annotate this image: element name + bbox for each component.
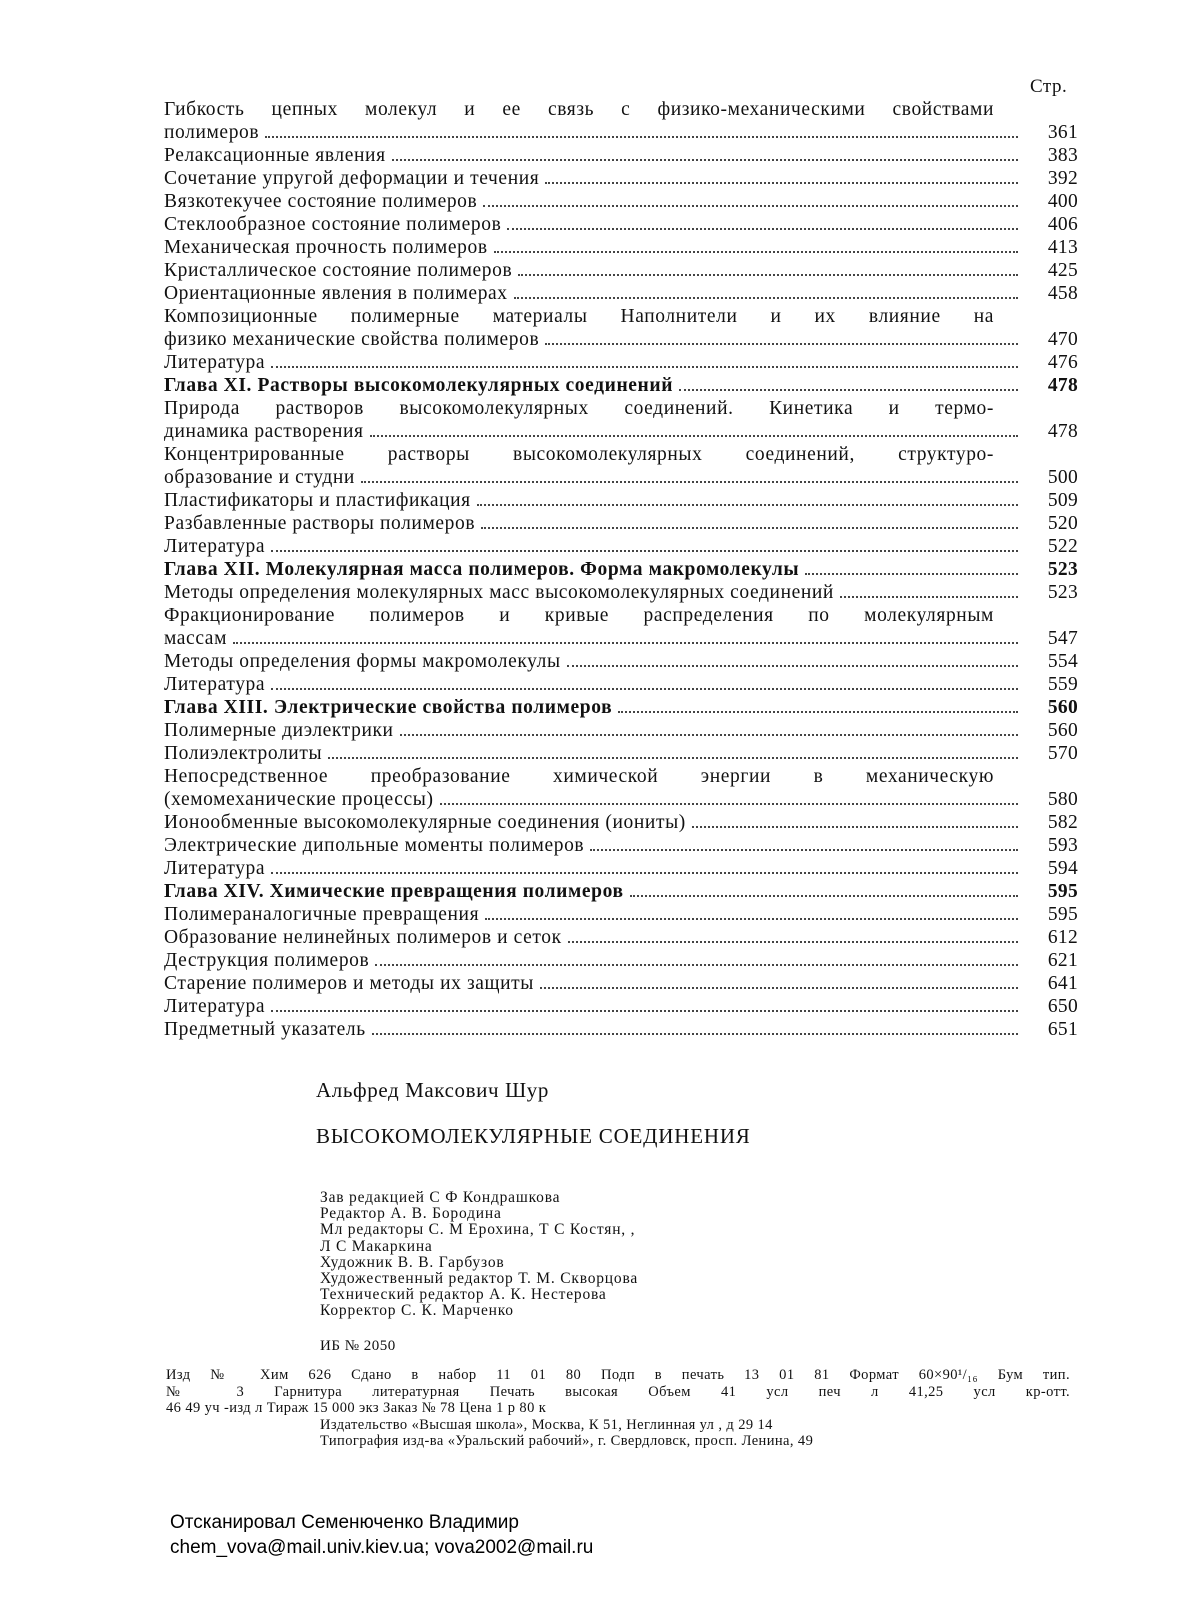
dot-leader — [372, 1033, 1018, 1035]
dot-leader — [265, 136, 1018, 138]
editorial-staff — [320, 1190, 638, 1320]
dot-leader — [494, 251, 1018, 253]
toc-entry-title: Композиционные полимерные материалы Наполнители и их влияние на — [164, 306, 994, 327]
dot-leader — [679, 389, 1018, 391]
toc-entry-title: Глава XIII. Электрические свойства полимеров — [164, 697, 613, 718]
toc-entry-title: Концентрированные растворы высокомолекулярных соединений, структуро- — [164, 444, 994, 465]
toc-entry-title: Литература — [164, 352, 266, 373]
toc-chapter-entry — [164, 696, 1078, 719]
toc-page-column-header: Стр. — [1030, 76, 1068, 97]
toc-line — [164, 282, 1078, 305]
toc-entry — [164, 489, 1078, 512]
toc-line — [164, 466, 1078, 489]
toc-entry — [164, 512, 1078, 535]
toc-entry-title: Глава XII. Молекулярная масса полимеров. Форма макромолекулы — [164, 559, 800, 580]
toc-entry-title: Глава XIV. Химические превращения полимеров — [164, 881, 624, 902]
dot-leader — [540, 987, 1018, 989]
toc-page-number: 383 — [1047, 145, 1078, 166]
toc-entry — [164, 742, 1078, 765]
toc-entry-title: физико механические свойства полимеров — [164, 329, 540, 350]
toc-chapter-entry — [164, 558, 1078, 581]
printer-line: Типография изд-ва «Уральский рабочий», г. Свердловск, просп. Ленина, 49 — [320, 1433, 814, 1449]
dot-leader — [375, 964, 1018, 966]
dot-leader — [514, 297, 1018, 299]
dot-leader — [545, 182, 1018, 184]
toc-entry-title: Литература — [164, 674, 266, 695]
toc-entry — [164, 765, 1078, 811]
toc-page-number: 651 — [1047, 1019, 1078, 1040]
toc-entry-title: Старение полимеров и методы их защиты — [164, 973, 534, 994]
dot-leader — [370, 435, 1018, 437]
toc-line — [164, 972, 1078, 995]
toc-entry — [164, 351, 1078, 374]
toc-page-number: 500 — [1047, 467, 1078, 488]
toc-chapter-entry — [164, 374, 1078, 397]
dot-leader — [545, 343, 1018, 345]
dot-leader — [805, 573, 1018, 575]
toc-line — [164, 673, 1078, 696]
toc-line — [164, 374, 1078, 397]
toc-entry — [164, 650, 1078, 673]
toc-line — [164, 259, 1078, 282]
toc-page-number: 641 — [1047, 973, 1078, 994]
toc-line — [164, 765, 1078, 788]
toc-line — [164, 328, 1078, 351]
toc-entry — [164, 811, 1078, 834]
toc-page-number: 509 — [1047, 490, 1078, 511]
ib-number: ИБ № 2050 — [320, 1338, 396, 1354]
dot-leader — [507, 228, 1018, 230]
toc-page-number: 582 — [1047, 812, 1078, 833]
toc-entry — [164, 213, 1078, 236]
dot-leader — [483, 205, 1018, 207]
scan-credit — [170, 1510, 593, 1560]
toc-entry — [164, 144, 1078, 167]
toc-line — [164, 98, 1078, 121]
toc-entry — [164, 926, 1078, 949]
toc-entry — [164, 834, 1078, 857]
toc-entry — [164, 903, 1078, 926]
author-name: Альфред Максович Шур — [316, 1078, 549, 1102]
staff-line: Л С Макаркина — [320, 1237, 433, 1255]
toc-entry — [164, 167, 1078, 190]
toc-page-number: 593 — [1047, 835, 1078, 856]
toc-entry-title: Фракционирование полимеров и кривые распределения по молекулярным — [164, 605, 994, 626]
toc-page-number: 413 — [1047, 237, 1078, 258]
toc-line — [164, 512, 1078, 535]
toc-entry-title: Сочетание упругой деформации и течения — [164, 168, 540, 189]
toc-line — [164, 949, 1078, 972]
toc-entry-title: Глава XI. Растворы высокомолекулярных соединений — [164, 375, 674, 396]
toc-page-number: 476 — [1047, 352, 1078, 373]
staff-line: Редактор А. В. Бородина — [320, 1205, 502, 1223]
staff-line: Художественный редактор Т. М. Скворцова — [320, 1270, 639, 1288]
dot-leader — [590, 849, 1018, 851]
toc-entry — [164, 673, 1078, 696]
staff-line: Художник В. В. Гарбузов — [320, 1253, 505, 1271]
dot-leader — [271, 1010, 1018, 1012]
toc-line — [164, 880, 1078, 903]
dot-leader — [328, 757, 1018, 759]
toc-entry-title: Полимерные диэлектрики — [164, 720, 394, 741]
toc-line — [164, 144, 1078, 167]
dot-leader — [840, 596, 1018, 598]
toc-line — [164, 926, 1078, 949]
toc-entry-title: Разбавленные растворы полимеров — [164, 513, 476, 534]
toc-entry-title: массам — [164, 628, 228, 649]
toc-line — [164, 581, 1078, 604]
toc-line — [164, 535, 1078, 558]
dot-leader — [567, 665, 1018, 667]
toc-line — [164, 650, 1078, 673]
toc-entry-title: Вязкотекучее состояние полимеров — [164, 191, 478, 212]
toc-page-number: 554 — [1047, 651, 1078, 672]
toc-page-number: 595 — [1047, 904, 1078, 925]
dot-leader — [271, 688, 1018, 690]
dot-leader — [518, 274, 1018, 276]
toc-page-number: 650 — [1047, 996, 1078, 1017]
toc-line — [164, 995, 1078, 1018]
dot-leader — [485, 918, 1018, 920]
toc-entry-title: Стеклообразное состояние полимеров — [164, 214, 502, 235]
toc-line — [164, 190, 1078, 213]
toc-entry-title: Деструкция полимеров — [164, 950, 370, 971]
dot-leader — [233, 642, 1018, 644]
toc-line — [164, 121, 1078, 144]
dot-leader — [481, 527, 1018, 529]
toc-entry — [164, 305, 1078, 351]
toc-page-number: 559 — [1047, 674, 1078, 695]
toc-page-number: 595 — [1047, 881, 1078, 902]
toc-page-number: 425 — [1047, 260, 1078, 281]
dot-leader — [440, 803, 1018, 805]
toc-page-number: 478 — [1047, 421, 1078, 442]
staff-line: Корректор С. К. Марченко — [320, 1302, 514, 1320]
toc-entry-title: динамика растворения — [164, 421, 364, 442]
toc-entry-title: Полимераналогичные превращения — [164, 904, 480, 925]
toc-page-number: 522 — [1047, 536, 1078, 557]
dot-leader — [392, 159, 1018, 161]
dot-leader — [477, 504, 1018, 506]
toc-entry — [164, 397, 1078, 443]
dot-leader — [692, 826, 1018, 828]
toc-entry-title: Электрические дипольные моменты полимеров — [164, 835, 585, 856]
toc-entry-title: Ионообменные высокомолекулярные соединения (иониты) — [164, 812, 686, 833]
toc-line — [164, 236, 1078, 259]
toc-entry-title: Релаксационные явления — [164, 145, 386, 166]
toc-entry — [164, 259, 1078, 282]
toc-page-number: 612 — [1047, 927, 1078, 948]
toc-line — [164, 788, 1078, 811]
toc-entry-title: Кристаллическое состояние полимеров — [164, 260, 513, 281]
toc-page-number: 523 — [1047, 559, 1078, 580]
toc-page-number: 570 — [1047, 743, 1078, 764]
toc-entry — [164, 995, 1078, 1018]
toc-line — [164, 811, 1078, 834]
toc-chapter-entry — [164, 880, 1078, 903]
toc-entry — [164, 581, 1078, 604]
publisher-line: Издательство «Высшая школа», Москва, К 51, Неглинная ул , д 29 14 — [320, 1416, 773, 1433]
toc-line — [164, 719, 1078, 742]
dot-leader — [361, 481, 1018, 483]
toc-entry-title: Ориентационные явления в полимерах — [164, 283, 508, 304]
toc-entry-title: Предметный указатель — [164, 1019, 366, 1040]
toc-line — [164, 627, 1078, 650]
toc-line — [164, 443, 1078, 466]
toc-entry-title: Механическая прочность полимеров — [164, 237, 488, 258]
toc-line — [164, 834, 1078, 857]
toc-line — [164, 696, 1078, 719]
toc-entry-title: Литература — [164, 536, 266, 557]
toc-line — [164, 489, 1078, 512]
staff-line: Мл редакторы С. М Ерохина, Т С Костян, , — [320, 1221, 636, 1239]
dot-leader — [271, 550, 1018, 552]
toc-page-number: 523 — [1047, 582, 1078, 603]
toc-entry-title: Методы определения молекулярных масс высокомолекулярных соединений — [164, 582, 834, 603]
toc-entry — [164, 604, 1078, 650]
toc-entry — [164, 282, 1078, 305]
toc-page-number: 520 — [1047, 513, 1078, 534]
toc-entry — [164, 443, 1078, 489]
toc-entry-title: Гибкость цепных молекул и ее связь с физико-механическими свойствами — [164, 99, 994, 120]
publication-details — [166, 1367, 1070, 1450]
toc-page-number: 560 — [1047, 720, 1078, 741]
toc-line — [164, 604, 1078, 627]
scan-credit-emails: chem_vova@mail.univ.kiev.ua; vova2002@mail.ru — [170, 1537, 594, 1558]
toc-page-number: 361 — [1047, 122, 1078, 143]
toc-page-number: 580 — [1047, 789, 1078, 810]
toc-line — [164, 1018, 1078, 1041]
book-title: ВЫСОКОМОЛЕКУЛЯРНЫЕ СОЕДИНЕНИЯ — [316, 1124, 751, 1148]
dot-leader — [271, 366, 1018, 368]
toc-page-number: 621 — [1047, 950, 1078, 971]
toc-entry — [164, 949, 1078, 972]
toc-page-number: 470 — [1047, 329, 1078, 350]
staff-line: Технический редактор А. К. Нестерова — [320, 1286, 607, 1304]
toc-line — [164, 903, 1078, 926]
toc-page-number: 458 — [1047, 283, 1078, 304]
toc-page-number: 400 — [1047, 191, 1078, 212]
toc-entry-title: Образование нелинейных полимеров и сеток — [164, 927, 562, 948]
toc-entry — [164, 719, 1078, 742]
staff-line: Зав редакцией С Ф Кондрашкова — [320, 1189, 561, 1206]
publication-line: Изд № Хим 626 Сдано в набор 11 01 80 Подп в печать 13 01 81 Формат 60×90¹/₁₆ Бум тип. — [166, 1367, 1070, 1383]
table-of-contents — [164, 98, 1078, 1041]
toc-entry — [164, 190, 1078, 213]
dot-leader — [271, 872, 1018, 874]
toc-page-number: 560 — [1047, 697, 1078, 718]
toc-line — [164, 558, 1078, 581]
scan-credit-name: Отсканировал Семенюченко Владимир — [170, 1512, 519, 1533]
toc-page-number: 392 — [1047, 168, 1078, 189]
toc-entry — [164, 972, 1078, 995]
toc-entry-title: Природа растворов высокомолекулярных соединений. Кинетика и термо- — [164, 398, 994, 419]
toc-entry — [164, 236, 1078, 259]
toc-entry — [164, 98, 1078, 144]
toc-line — [164, 213, 1078, 236]
dot-leader — [630, 895, 1018, 897]
toc-line — [164, 397, 1078, 420]
dot-leader — [400, 734, 1018, 736]
publication-line: 46 49 уч -изд л Тираж 15 000 экз Заказ № 78 Цена 1 р 80 к — [166, 1400, 547, 1416]
toc-line — [164, 167, 1078, 190]
toc-line — [164, 305, 1078, 328]
dot-leader — [618, 711, 1018, 713]
toc-entry-title: Пластификаторы и пластификация — [164, 490, 471, 511]
toc-page-number: 594 — [1047, 858, 1078, 879]
toc-line — [164, 351, 1078, 374]
toc-entry-title: полимеров — [164, 122, 260, 143]
toc-page-number: 406 — [1047, 214, 1078, 235]
toc-entry — [164, 857, 1078, 880]
toc-line — [164, 857, 1078, 880]
toc-entry-title: Методы определения формы макромолекулы — [164, 651, 561, 672]
toc-entry — [164, 535, 1078, 558]
toc-line — [164, 420, 1078, 443]
toc-line — [164, 742, 1078, 765]
toc-entry-title: (хемомеханические процессы) — [164, 789, 434, 810]
toc-page-number: 547 — [1047, 628, 1078, 649]
toc-entry-title: Непосредственное преобразование химической энергии в механическую — [164, 766, 994, 787]
toc-entry-title: Литература — [164, 996, 266, 1017]
toc-entry-title: образование и студни — [164, 467, 355, 488]
publication-line: № 3 Гарнитура литературная Печать высокая Объем 41 усл печ л 41,25 усл кр-отт. — [166, 1383, 1070, 1400]
toc-entry — [164, 1018, 1078, 1041]
toc-entry-title: Литература — [164, 858, 266, 879]
toc-entry-title: Полиэлектролиты — [164, 743, 323, 764]
toc-page-number: 478 — [1047, 375, 1078, 396]
dot-leader — [568, 941, 1018, 943]
